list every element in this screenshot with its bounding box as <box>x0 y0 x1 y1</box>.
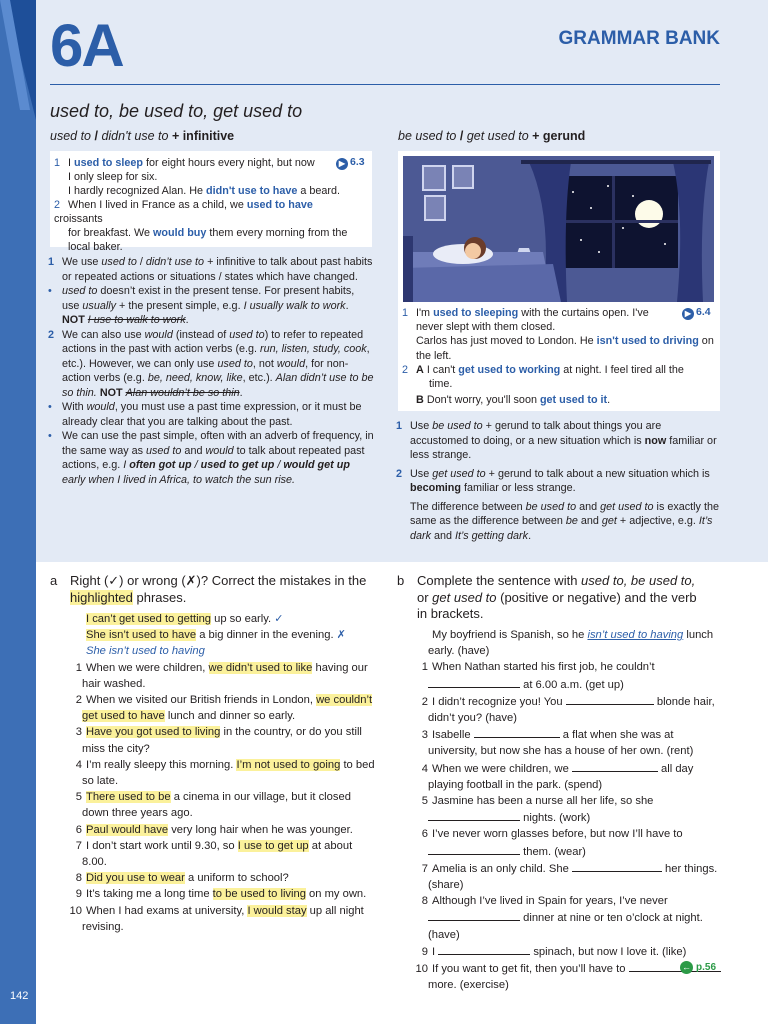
bedroom-illustration <box>403 156 714 302</box>
page-number: 142 <box>10 990 29 1002</box>
section-label: GRAMMAR BANK <box>558 28 720 49</box>
page-reference[interactable]: ← p.56 <box>682 962 717 973</box>
exercise-b-title: b Complete the sentence with used to, be used to, or get used to (positive or negative) and the verb in brackets. <box>397 573 697 621</box>
left-rules: 1 We use used to / didn’t use to + infinitive to talk about past habits or repeated actions or situations / states which have changed. • used to doesn’t exist in the present tense. For present habits, use usually + the present simple, e.g. I usually walk to work. NOT I use to walk to work. 2 We can also use would (instead of used to) to refer to repeated actions in the past with action verbs (e.g. run, listen, study, cook, etc.). However, we can only use used to, not would, for non-action verbs (e.g. be, need, know, like, etc.). Alan didn’t use to be so thin. NOT Alan wouldn’t be so thin. • With would, you must use a past time expression, or it must be already clear that you are talking about the past. • We can use the past simple, often with an adverb of frequency, in the same way as used to and would to talk about repeated past actions, e.g. I often got up / used to get up / would get up early when I lived in Africa, to watch the sun rise. <box>48 256 374 486</box>
audio-track-2[interactable]: ▶ 6.4 <box>682 306 711 320</box>
exercise-a-title: a Right (✓) or wrong (✗)? Correct the mistakes in the highlighted phrases. <box>50 573 367 605</box>
left-subheading: used to / didn't use to + infinitive <box>50 129 235 143</box>
sidebar-decoration <box>0 0 36 120</box>
audio-icon: ▶ <box>682 308 694 320</box>
right-rules: 1 Use be used to + gerund to talk about things you are accustomed to doing, or a new situation which is now familiar or less strange. 2 Use get used to + gerund to talk about a new situation which is becoming familiar or less strange. The difference between be used to and get used to is exactly the same as the difference between be and get + adjective, e.g. It’s dark and It’s getting dark. <box>396 420 719 542</box>
header-rule <box>50 84 720 85</box>
left-example-box: ▶ 6.3 1 I used to sleep for eight hours every night, but now I only sleep for six. I hardly recognized Alan. He didn't use to have a beard. 2 When I lived in France as a child, we used to have croissants for breakfast. We would buy them every morning from the local baker. <box>50 151 372 247</box>
page-heading: used to, be used to, get used to <box>50 101 303 121</box>
unit-number: 6A <box>50 12 123 79</box>
audio-track[interactable]: ▶ 6.3 <box>336 156 365 170</box>
audio-icon: ▶ <box>336 158 348 170</box>
exercise-a-items: I can’t get used to getting up so early. ✓ She isn’t used to have a big dinner in the evening. ✗ She isn’t used to having 1 When we were children, we didn’t used to like having our hair washed. 2 When we visited our British friends in London, we couldn’t get used to have lunch and dinner so early. 3 Have you got used to living in the country, or do you still miss the city? 4 I’m really sleepy this morning. I’m not used to going to bed so late. 5 There used to be a cinema in our village, but it closed down three years ago. 6 Paul would have very long hair when he was younger. 7 I don’t start work until 9.30, so I use to get up at about 8.00. 8 Did you use to wear a uniform to school? 9 It’s taking me a long time to be used to living on my own. 10 When I had exams at university, I would stay up all night revising. <box>69 613 375 933</box>
right-examples: 1 I'm used to sleeping with the curtains open. I've never slept with them closed. Carlos has just moved to London. He isn't used to driving on the left. 2 A I can't get used to working at night. I feel tired all the time. B Don't worry, you'll soon get used to it. <box>402 307 714 407</box>
left-color-bar <box>0 0 36 1024</box>
exercise-b-items: My boyfriend is Spanish, so he isn’t used to having lunch early. (have) 1 When Nathan started his first job, he couldn’t at 6.00 a.m. (get up) 2 I didn’t recognize you! You blonde hair, didn’t you? (have) 3 Isabelle a flat when she was at university, but now she has a house of her own. (rent) 4 When we were children, we all day playing football in the park. (spend) 5 Jasmine has been a nurse all her life, so she nights. (work) 6 I’ve never worn glasses before, but now I’ll have to them. (wear) 7 Amelia is an only child. She her things. (share) 8 Although I’ve lived in Spain for years, I’ve never dinner at nine or ten o’clock at night. (have) 9 I spinach, but now I love it. (like) 10 If you want to get fit, then you’ll have to more. (exercise) <box>412 627 722 993</box>
back-arrow-icon: ← <box>682 962 691 972</box>
right-subheading: be used to / get used to + gerund <box>398 129 586 143</box>
